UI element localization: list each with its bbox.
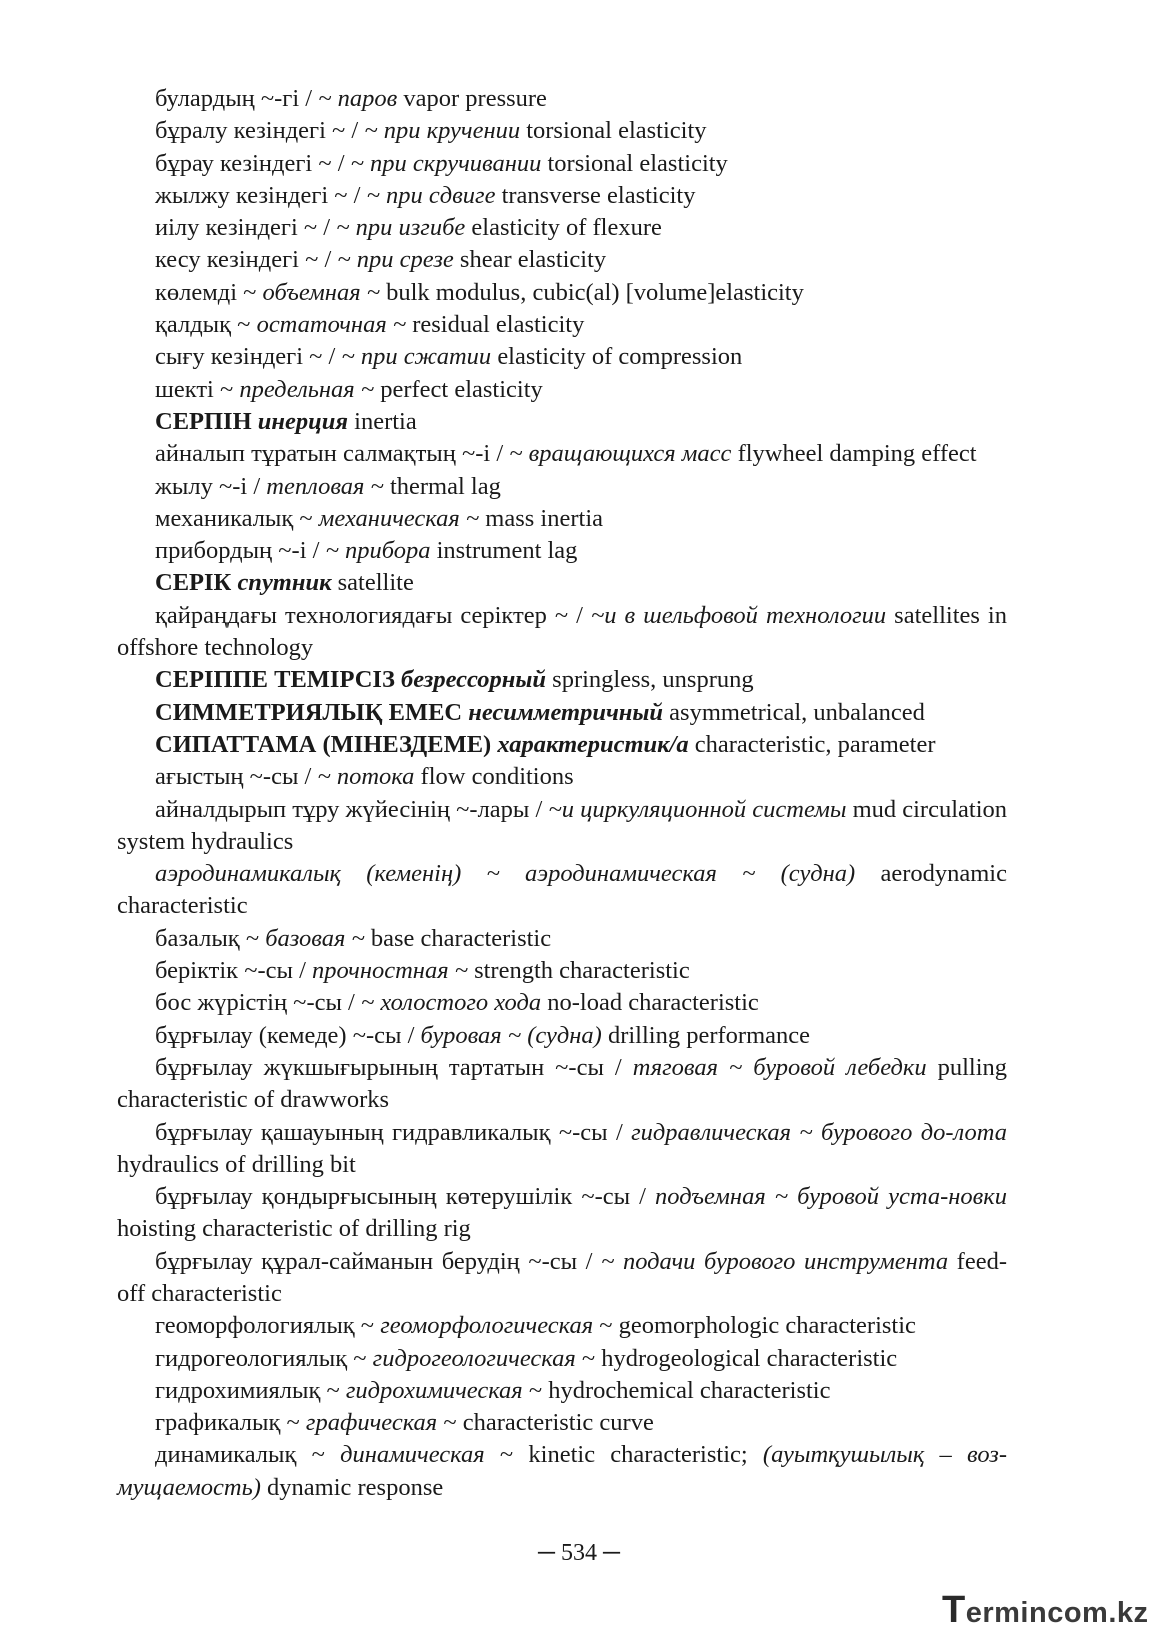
entry-russian-term: ~ при сжатии [341, 343, 492, 371]
entry-russian-term: гидрохимическая [345, 1376, 523, 1404]
dictionary-entry [117, 1439, 1007, 1504]
entry-headword: СИПАТТАМА (МІНЕЗДЕМЕ) [155, 730, 498, 758]
entry-russian-term: динамическая [340, 1441, 485, 1469]
entry-text: hydraulics of drilling bit [117, 1150, 356, 1178]
entry-russian-term: прочностная ~ [312, 957, 468, 985]
entry-russian-term: ~ прибора [325, 537, 431, 565]
entry-text: ~ hydrogeological characteristic [575, 1344, 898, 1372]
dictionary-entry [117, 1052, 1007, 1117]
entry-text: characteristic, parameter [688, 730, 936, 758]
dictionary-entry [117, 664, 1007, 696]
entry-headword: безрессорный [401, 666, 547, 694]
entry-text: perfect elasticity [374, 375, 543, 403]
entry-russian-term: буровая ~ (судна) [420, 1021, 602, 1049]
dictionary-entry [117, 697, 1007, 729]
entry-text: satellites in offshore technology [117, 601, 1007, 662]
entry-text: mud circulation system hydraulics [117, 795, 1008, 855]
entry-text: feed-off characteristic [117, 1247, 1007, 1307]
entry-russian-term: графическая [305, 1409, 438, 1437]
logo-text: ermincom.kz [965, 1597, 1149, 1629]
entry-text: springless, unsprung [546, 666, 754, 694]
dictionary-entry [117, 1117, 1007, 1182]
entry-headword: характеристик/а [497, 730, 689, 758]
entry-text: жылжу кезіндегі ~ / [155, 181, 367, 209]
dictionary-entry [117, 374, 1007, 406]
dictionary-entry [117, 858, 1007, 923]
dictionary-entry [117, 535, 1007, 567]
dictionary-entry [117, 567, 1007, 599]
entry-text: булардың ~-гі / [155, 85, 319, 112]
entry-text: satellite [331, 569, 414, 597]
entry-headword: СЕРІК [155, 569, 238, 597]
dictionary-entry [117, 1181, 1007, 1246]
dictionary-entry [117, 955, 1007, 987]
dictionary-entry [117, 729, 1007, 761]
dictionary-entry [117, 987, 1007, 1019]
dictionary-entry [117, 1343, 1007, 1375]
entry-text: графикалық ~ [155, 1409, 306, 1437]
entry-russian-term: ~ при скручивании [350, 149, 542, 177]
dictionary-entry [117, 923, 1007, 955]
entry-text: ағыстың ~-сы / [155, 763, 318, 791]
entry-text: no-load characteristic [541, 989, 759, 1017]
entry-text: прибордың ~-і / [155, 537, 326, 565]
entry-text: иілу кезіндегі ~ / [155, 214, 337, 242]
entry-text: беріктік ~-сы / [155, 957, 313, 985]
dictionary-entry [117, 1375, 1007, 1407]
logo-initial: T [942, 1589, 966, 1631]
entry-russian-term: (ауытқушылық – воз-мущаемость) [117, 1441, 1007, 1501]
entry-russian-term: объемная ~ [262, 278, 380, 306]
entry-text: asymmetrical, unbalanced [663, 698, 925, 726]
dictionary-entry [117, 341, 1007, 373]
entry-text: механикалық ~ [155, 504, 319, 532]
entry-text: бұрғылау құрал-сайманын берудің ~-сы / [155, 1247, 602, 1275]
entry-text: бұрғылау (кемеде) ~-сы / [155, 1021, 421, 1049]
entry-text: кесу кезіндегі ~ / [155, 246, 338, 274]
entry-text: shear elasticity [453, 246, 607, 274]
entry-text: inertia [348, 407, 417, 435]
entry-text: гидрогеологиялық ~ [155, 1344, 373, 1372]
entry-text: гидрохимиялық ~ [155, 1376, 346, 1404]
dictionary-entry [117, 115, 1007, 147]
entry-text: ~ characteristic curve [437, 1409, 654, 1437]
entry-text: bulk modulus, cubic(al) [volume]elasticity [379, 278, 804, 306]
entry-russian-term: ~ при срезе [337, 246, 454, 274]
entry-text: transverse elasticity [495, 181, 696, 209]
entry-russian-term: геоморфологическая [380, 1312, 594, 1340]
entry-russian-term: тяговая ~ буровой лебедки [632, 1053, 927, 1081]
entry-text: жылу ~-і / [155, 472, 267, 500]
entry-text: айналып тұратын салмақтың ~-і / [155, 440, 510, 468]
dictionary-entry [117, 180, 1007, 212]
entry-text: айналдырып тұру жүйесінің ~-лары / [155, 795, 549, 823]
dictionary-page-body [117, 83, 1007, 1504]
entry-text: aerodynamic characteristic [117, 860, 1007, 920]
entry-text: бұралу кезіндегі ~ / [155, 117, 365, 145]
entry-russian-term: остаточная ~ [256, 311, 407, 339]
entry-text: pulling characteristic of drawworks [117, 1053, 1008, 1114]
dictionary-entry [117, 1407, 1007, 1439]
entry-text: динамикалық ~ [155, 1441, 341, 1469]
entry-text: thermal lag [383, 472, 501, 500]
entry-russian-term: ~и в шельфовой технологии [591, 601, 887, 629]
dictionary-entry [117, 503, 1007, 535]
entry-russian-term: ~ подачи бурового инструмента [601, 1247, 949, 1275]
dictionary-entry [117, 83, 1007, 115]
entry-text: базалық ~ [155, 924, 266, 952]
entry-russian-term: ~ при сдвиге [366, 181, 496, 209]
entry-russian-term: гидравлическая ~ бурового до-лота [631, 1118, 1007, 1146]
entry-text: ~ hydrochemical characteristic [522, 1376, 831, 1404]
dictionary-entry [117, 600, 1007, 665]
entry-russian-term: аэродинамикалық (кеменің) ~ аэродинамическая ~ (судна) [155, 860, 856, 888]
entry-text: flywheel damping effect [731, 440, 977, 468]
dictionary-entry [117, 406, 1007, 438]
entry-russian-term: ~ при изгибе [336, 214, 466, 242]
entry-text: қайраңдағы технологиядағы серіктер ~ / [155, 601, 591, 629]
entry-text: hoisting characteristic of drilling rig [117, 1215, 471, 1243]
termincom-logo[interactable] [942, 1589, 1150, 1629]
entry-headword: инерция [257, 407, 349, 435]
entry-russian-term: ~ потока [317, 763, 415, 791]
entry-headword: спутник [237, 569, 332, 597]
dictionary-entry [117, 309, 1007, 341]
entry-text: бұрғылау қондырғысының көтерушілік ~-сы / [155, 1183, 656, 1211]
dictionary-entry [117, 761, 1007, 793]
page-number: ─ 534 ─ [537, 1540, 620, 1566]
dictionary-entry [117, 277, 1007, 309]
entry-text: instrument lag [430, 537, 578, 565]
dictionary-entry [117, 438, 1007, 470]
entry-text: геоморфологиялық ~ [155, 1312, 381, 1340]
entry-text: ~ kinetic characteristic; [484, 1441, 763, 1469]
dictionary-entry [117, 148, 1007, 180]
entry-headword: СЕРПІН [155, 407, 258, 435]
dictionary-entry [117, 471, 1007, 503]
entry-text: flow conditions [414, 763, 574, 791]
entry-russian-term: ~ паров [318, 85, 398, 112]
dictionary-entry [117, 244, 1007, 276]
entry-text: шекті ~ [155, 375, 240, 403]
entry-text: көлемді ~ [155, 278, 263, 306]
entry-russian-term: базовая ~ [265, 924, 365, 952]
entry-headword: несимметричный [468, 698, 664, 726]
entry-text: vapor pressure [397, 85, 547, 112]
dictionary-entry [117, 1310, 1007, 1342]
entry-russian-term: гидрогеологическая [372, 1344, 576, 1372]
dictionary-entry [117, 794, 1007, 859]
entry-text: mass inertia [479, 504, 603, 532]
entry-text: қалдық ~ [155, 311, 257, 339]
entry-text: ~ geomorphologic characteristic [593, 1312, 916, 1340]
entry-text: strength characteristic [467, 957, 690, 985]
entry-text: elasticity of compression [491, 343, 743, 371]
entry-russian-term: ~ при кручении [364, 117, 521, 145]
entry-text: torsional elasticity [520, 117, 707, 145]
entry-headword: СЕРІППЕ ТЕМІРСІЗ [155, 666, 402, 694]
dictionary-entry [117, 1020, 1007, 1052]
entry-text: dynamic response [260, 1473, 444, 1501]
entry-russian-term: механическая ~ [318, 504, 480, 532]
entry-russian-term: предельная ~ [239, 375, 375, 403]
entry-text: бұрау кезіндегі ~ / [155, 149, 351, 177]
entry-text: бұрғылау қашауының гидравликалық ~-сы / [155, 1118, 632, 1146]
dictionary-entry [117, 1246, 1007, 1311]
entry-russian-term: подъемная ~ буровой уста-новки [655, 1183, 1007, 1211]
dictionary-entry [117, 212, 1007, 244]
entry-text: base characteristic [364, 924, 552, 952]
entry-text: бұрғылау жүкшығырының тартатын ~-сы / [155, 1053, 633, 1081]
entry-text: torsional elasticity [541, 149, 728, 177]
entry-russian-term: ~ холостого хода [361, 989, 542, 1017]
entry-text: сығу кезіндегі ~ / [155, 343, 342, 371]
entry-text: elasticity of flexure [465, 214, 662, 242]
entry-russian-term: ~ вращающихся масс [509, 440, 732, 468]
entry-russian-term: ~и циркуляционной системы [548, 795, 847, 823]
entry-headword: СИММЕТРИЯЛЫҚ ЕМЕС [155, 698, 469, 726]
entry-text: residual elasticity [406, 311, 585, 339]
entry-text: drilling performance [601, 1021, 810, 1049]
entry-text: бос жүрістің ~-сы / [155, 989, 361, 1017]
entry-russian-term: тепловая ~ [266, 472, 384, 500]
